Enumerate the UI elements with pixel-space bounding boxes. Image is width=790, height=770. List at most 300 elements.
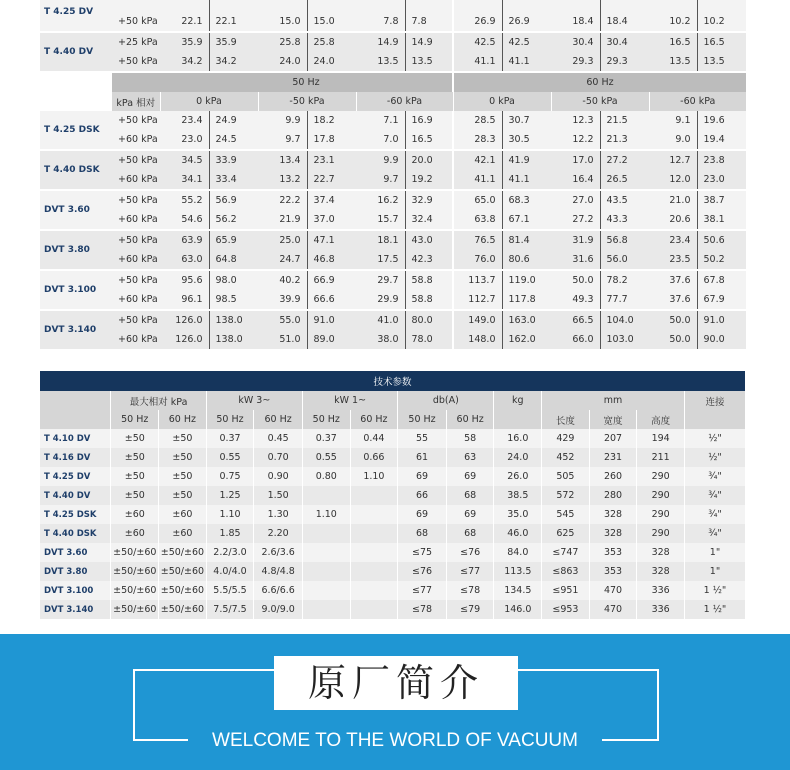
value-cell: 0.80 (302, 467, 350, 486)
table-row (40, 310, 746, 330)
table-row (40, 0, 746, 12)
value-cell: 23.8 (697, 150, 746, 170)
value-cell: 18.2 (307, 111, 356, 130)
value-cell: 29.7 (356, 270, 405, 290)
value-cell: 0.55 (302, 448, 350, 467)
table-header-row (40, 391, 746, 410)
table-row (40, 524, 746, 543)
value-cell: 470 (589, 600, 637, 619)
sub-header: 0 kPa (160, 92, 258, 111)
value-cell: ±50 (159, 486, 207, 505)
table-row (40, 486, 746, 505)
value-cell: 290 (637, 524, 685, 543)
value-cell: 31.6 (551, 250, 600, 270)
value-cell: 231 (589, 448, 637, 467)
value-cell: 35.9 (209, 32, 258, 52)
value-cell: 117.8 (502, 290, 551, 310)
value-cell: 58.8 (405, 290, 453, 310)
model-name: DVT 3.80 (40, 230, 112, 270)
value-cell: 16.5 (649, 32, 697, 52)
value-cell: 34.5 (160, 150, 209, 170)
value-cell: ±50 (111, 448, 159, 467)
banner-title: 原厂简介 (274, 656, 518, 710)
value-cell: 50.0 (649, 310, 697, 330)
value-cell: 66.6 (307, 290, 356, 310)
value-cell: 24.0 (258, 52, 307, 72)
value-cell: 55.2 (160, 190, 209, 210)
value-cell: 470 (589, 581, 637, 600)
kpa-value: +50 kPa (112, 230, 160, 250)
value-cell: ≤77 (398, 581, 447, 600)
value-cell: 1.10 (206, 505, 254, 524)
value-cell: 22.2 (258, 190, 307, 210)
value-cell: 10.2 (697, 12, 746, 32)
value-cell: 13.2 (258, 170, 307, 190)
value-cell: 65.0 (453, 190, 502, 210)
value-cell (405, 0, 453, 12)
value-cell: 27.2 (600, 150, 649, 170)
value-cell: 290 (637, 486, 685, 505)
model-name: T 4.40 DSK (40, 524, 111, 543)
group-header: db(A) (398, 391, 494, 410)
value-cell: ±50/±60 (111, 562, 159, 581)
value-cell: ±60 (159, 505, 207, 524)
value-cell: 67.9 (697, 290, 746, 310)
value-cell: 23.0 (697, 170, 746, 190)
group-header: mm (542, 391, 685, 410)
value-cell (453, 0, 502, 12)
value-cell: 41.1 (502, 170, 551, 190)
value-cell: 0.37 (206, 429, 254, 448)
value-cell: 545 (542, 505, 590, 524)
kpa-value: +50 kPa (112, 150, 160, 170)
model-name: T 4.25 DSK (40, 505, 111, 524)
value-cell: ≤79 (446, 600, 494, 619)
value-cell: 38.0 (356, 330, 405, 350)
value-cell: ≤747 (542, 543, 590, 562)
value-cell (258, 0, 307, 12)
value-cell: 4.0/4.0 (206, 562, 254, 581)
value-cell: 43.3 (600, 210, 649, 230)
value-cell: 22.7 (307, 170, 356, 190)
sub-header: 60 Hz (350, 410, 398, 429)
value-cell: 5.5/5.5 (206, 581, 254, 600)
value-cell (350, 543, 398, 562)
value-cell (600, 0, 649, 12)
value-cell: 2.20 (254, 524, 303, 543)
value-cell: 43.0 (405, 230, 453, 250)
value-cell: ±50/±60 (111, 600, 159, 619)
value-cell: 30.4 (600, 32, 649, 52)
value-cell: 37.6 (649, 290, 697, 310)
value-cell: 1.85 (206, 524, 254, 543)
value-cell: 37.6 (649, 270, 697, 290)
value-cell: 353 (589, 562, 637, 581)
group-header: 连接 (684, 391, 745, 410)
value-cell: 21.0 (649, 190, 697, 210)
value-cell: ≤78 (446, 581, 494, 600)
value-cell (160, 0, 209, 12)
value-cell: 47.1 (307, 230, 356, 250)
value-cell (350, 581, 398, 600)
value-cell (302, 543, 350, 562)
table-header-row (40, 72, 746, 92)
value-cell: 505 (542, 467, 590, 486)
banner-slogan: WELCOME TO THE WORLD OF VACUUM (188, 725, 602, 757)
value-cell: ½" (684, 448, 745, 467)
value-cell: 50.0 (551, 270, 600, 290)
table-row (40, 111, 746, 130)
value-cell: 0.70 (254, 448, 303, 467)
sub-header: 60 Hz (254, 410, 303, 429)
value-cell: 1 ½" (684, 600, 745, 619)
value-cell: 16.2 (356, 190, 405, 210)
value-cell: 23.1 (307, 150, 356, 170)
value-cell: 328 (589, 524, 637, 543)
value-cell: 69 (446, 505, 494, 524)
value-cell: 46.0 (494, 524, 542, 543)
value-cell: 16.5 (405, 130, 453, 150)
value-cell: 41.1 (502, 52, 551, 72)
value-cell: 328 (637, 543, 685, 562)
value-cell: 46.8 (307, 250, 356, 270)
value-cell (302, 562, 350, 581)
value-cell: 336 (637, 581, 685, 600)
value-cell: 65.9 (209, 230, 258, 250)
sub-header: 长度 (542, 410, 590, 429)
value-cell: 119.0 (502, 270, 551, 290)
value-cell: 98.5 (209, 290, 258, 310)
value-cell: 16.4 (551, 170, 600, 190)
value-cell: ¾" (684, 524, 745, 543)
kpa-value: +60 kPa (112, 170, 160, 190)
value-cell: 9.9 (356, 150, 405, 170)
value-cell: 429 (542, 429, 590, 448)
value-cell: 2.2/3.0 (206, 543, 254, 562)
model-name: T 4.25 DSK (40, 111, 112, 150)
value-cell: 76.0 (453, 250, 502, 270)
value-cell: 81.4 (502, 230, 551, 250)
value-cell: 67.1 (502, 210, 551, 230)
value-cell: 290 (637, 467, 685, 486)
value-cell: 1.30 (254, 505, 303, 524)
table-subheader-row (40, 92, 746, 111)
value-cell: 25.8 (258, 32, 307, 52)
kpa-value: +60 kPa (112, 130, 160, 150)
value-cell: 134.5 (494, 581, 542, 600)
value-cell: 15.0 (307, 12, 356, 32)
value-cell: 12.2 (551, 130, 600, 150)
value-cell: 35.9 (160, 32, 209, 52)
value-cell: 7.5/7.5 (206, 600, 254, 619)
value-cell: ≤76 (398, 562, 447, 581)
value-cell: 9.7 (258, 130, 307, 150)
value-cell: 0.45 (254, 429, 303, 448)
value-cell: ±50 (111, 486, 159, 505)
value-cell: 63 (446, 448, 494, 467)
value-cell: 13.5 (697, 52, 746, 72)
kpa-value: +50 kPa (112, 111, 160, 130)
value-cell: 21.3 (600, 130, 649, 150)
value-cell: 0.90 (254, 467, 303, 486)
value-cell: 16.5 (697, 32, 746, 52)
value-cell: 1.25 (206, 486, 254, 505)
value-cell: 29.3 (551, 52, 600, 72)
value-cell: 24.7 (258, 250, 307, 270)
kpa-value: +50 kPa (112, 12, 160, 32)
value-cell: 63.9 (160, 230, 209, 250)
value-cell: ≤77 (446, 562, 494, 581)
table-row (40, 32, 746, 52)
value-cell: 138.0 (209, 330, 258, 350)
value-cell: 103.0 (600, 330, 649, 350)
table-subheader-row (40, 410, 746, 429)
value-cell: 17.0 (551, 150, 600, 170)
value-cell: 55 (398, 429, 447, 448)
value-cell: 63.0 (160, 250, 209, 270)
value-cell: 56.9 (209, 190, 258, 210)
value-cell: 146.0 (494, 600, 542, 619)
value-cell: 7.8 (405, 12, 453, 32)
kpa-value: +50 kPa (112, 52, 160, 72)
value-cell: 42.1 (453, 150, 502, 170)
value-cell (350, 562, 398, 581)
value-cell: 22.1 (160, 12, 209, 32)
value-cell: 12.7 (649, 150, 697, 170)
value-cell: 84.0 (494, 543, 542, 562)
value-cell: 63.8 (453, 210, 502, 230)
value-cell: 19.6 (697, 111, 746, 130)
table-row (40, 52, 746, 72)
value-cell (302, 486, 350, 505)
value-cell: 17.5 (356, 250, 405, 270)
value-cell: 162.0 (502, 330, 551, 350)
value-cell: 37.4 (307, 190, 356, 210)
value-cell: 42.5 (453, 32, 502, 52)
model-name: T 4.25 DV (40, 0, 112, 32)
table-row (40, 581, 746, 600)
value-cell: 572 (542, 486, 590, 505)
table-row (40, 600, 746, 619)
value-cell: 64.8 (209, 250, 258, 270)
value-cell: 28.5 (453, 111, 502, 130)
table-row (40, 448, 746, 467)
model-name: DVT 3.100 (40, 581, 111, 600)
tech-spec-table (40, 371, 746, 619)
value-cell: 18.4 (600, 12, 649, 32)
sub-header: 50 Hz (206, 410, 254, 429)
value-cell: ¾" (684, 467, 745, 486)
sub-header: -50 kPa (551, 92, 649, 111)
value-cell: 26.5 (600, 170, 649, 190)
value-cell: 280 (589, 486, 637, 505)
value-cell: 7.0 (356, 130, 405, 150)
group-header: 最大相对 kPa (111, 391, 206, 410)
value-cell: ≤78 (398, 600, 447, 619)
value-cell: 2.6/3.6 (254, 543, 303, 562)
value-cell: 138.0 (209, 310, 258, 330)
value-cell: 66 (398, 486, 447, 505)
value-cell: 30.7 (502, 111, 551, 130)
value-cell: 41.1 (453, 52, 502, 72)
value-cell: 1.50 (254, 486, 303, 505)
value-cell: 78.0 (405, 330, 453, 350)
value-cell: 17.8 (307, 130, 356, 150)
table-row (40, 210, 746, 230)
value-cell: 69 (398, 505, 447, 524)
value-cell: 0.55 (206, 448, 254, 467)
value-cell: 23.5 (649, 250, 697, 270)
sub-header: 60 Hz (159, 410, 207, 429)
value-cell: 68 (398, 524, 447, 543)
value-cell: 20.6 (649, 210, 697, 230)
value-cell: 40.2 (258, 270, 307, 290)
value-cell: 43.5 (600, 190, 649, 210)
table-row (40, 230, 746, 250)
sub-header: 宽度 (589, 410, 637, 429)
value-cell: 9.9 (258, 111, 307, 130)
value-cell: 33.4 (209, 170, 258, 190)
value-cell: 113.5 (494, 562, 542, 581)
value-cell: 68 (446, 486, 494, 505)
value-cell: 112.7 (453, 290, 502, 310)
value-cell: ±50/±60 (159, 543, 207, 562)
value-cell: 149.0 (453, 310, 502, 330)
value-cell: 50.6 (697, 230, 746, 250)
value-cell: 56.2 (209, 210, 258, 230)
value-cell: 21.5 (600, 111, 649, 130)
kpa-value: +50 kPa (112, 270, 160, 290)
table-row (40, 543, 746, 562)
value-cell: 50.2 (697, 250, 746, 270)
value-cell: 7.1 (356, 111, 405, 130)
value-cell: 260 (589, 467, 637, 486)
value-cell: 58.8 (405, 270, 453, 290)
value-cell: 26.0 (494, 467, 542, 486)
value-cell: 194 (637, 429, 685, 448)
table-row (40, 467, 746, 486)
value-cell: 34.2 (160, 52, 209, 72)
sub-header: 50 Hz (302, 410, 350, 429)
value-cell: 13.4 (258, 150, 307, 170)
value-cell: 49.3 (551, 290, 600, 310)
value-cell: 13.5 (405, 52, 453, 72)
value-cell (302, 581, 350, 600)
value-cell: 7.8 (356, 12, 405, 32)
value-cell: 77.7 (600, 290, 649, 310)
value-cell: ±50/±60 (159, 581, 207, 600)
value-cell: ±50/±60 (159, 600, 207, 619)
value-cell: 41.9 (502, 150, 551, 170)
value-cell: 91.0 (697, 310, 746, 330)
kpa-value (112, 0, 160, 12)
model-name: T 4.16 DV (40, 448, 111, 467)
value-cell: 15.7 (356, 210, 405, 230)
header-60hz: 60 Hz (453, 72, 746, 92)
value-cell: 96.1 (160, 290, 209, 310)
value-cell (302, 524, 350, 543)
value-cell: 80.0 (405, 310, 453, 330)
model-name: DVT 3.60 (40, 543, 111, 562)
value-cell: 38.5 (494, 486, 542, 505)
value-cell: 104.0 (600, 310, 649, 330)
model-name: DVT 3.60 (40, 190, 112, 230)
value-cell: ±60 (111, 505, 159, 524)
value-cell: 25.8 (307, 32, 356, 52)
value-cell: 19.4 (697, 130, 746, 150)
value-cell: 34.2 (209, 52, 258, 72)
value-cell: 1.10 (302, 505, 350, 524)
value-cell: 0.75 (206, 467, 254, 486)
value-cell: 12.0 (649, 170, 697, 190)
value-cell: 23.4 (649, 230, 697, 250)
sub-header: 60 Hz (446, 410, 494, 429)
value-cell: 336 (637, 600, 685, 619)
value-cell: 211 (637, 448, 685, 467)
model-name: T 4.40 DV (40, 486, 111, 505)
value-cell (209, 0, 258, 12)
value-cell: 9.0/9.0 (254, 600, 303, 619)
value-cell: 58 (446, 429, 494, 448)
header-50hz: 50 Hz (160, 72, 453, 92)
value-cell: 207 (589, 429, 637, 448)
value-cell: 24.0 (307, 52, 356, 72)
value-cell: 1" (684, 543, 745, 562)
value-cell: 9.1 (649, 111, 697, 130)
value-cell: 55.0 (258, 310, 307, 330)
value-cell: 24.5 (209, 130, 258, 150)
value-cell: 61 (398, 448, 447, 467)
value-cell: ±50/±60 (111, 543, 159, 562)
value-cell: 66.9 (307, 270, 356, 290)
value-cell: 34.1 (160, 170, 209, 190)
kpa-header: kPa 相对 (112, 92, 160, 111)
value-cell: 33.9 (209, 150, 258, 170)
value-cell: 113.7 (453, 270, 502, 290)
value-cell: 13.5 (649, 52, 697, 72)
value-cell: 95.6 (160, 270, 209, 290)
value-cell: 13.5 (356, 52, 405, 72)
value-cell: 148.0 (453, 330, 502, 350)
value-cell: 9.7 (356, 170, 405, 190)
value-cell: 9.0 (649, 130, 697, 150)
value-cell: ≤76 (446, 543, 494, 562)
value-cell (502, 0, 551, 12)
value-cell: ¾" (684, 486, 745, 505)
value-cell: 32.4 (405, 210, 453, 230)
group-header: kg (494, 391, 542, 410)
sub-header: 50 Hz (398, 410, 447, 429)
model-name: DVT 3.100 (40, 270, 112, 310)
value-cell: 24.9 (209, 111, 258, 130)
value-cell: 0.66 (350, 448, 398, 467)
value-cell: 30.4 (551, 32, 600, 52)
value-cell: 56.8 (600, 230, 649, 250)
kpa-value: +50 kPa (112, 190, 160, 210)
value-cell: 19.2 (405, 170, 453, 190)
value-cell (350, 524, 398, 543)
sub-header: 0 kPa (453, 92, 551, 111)
value-cell: ≤953 (542, 600, 590, 619)
value-cell: 39.9 (258, 290, 307, 310)
value-cell: 67.8 (697, 270, 746, 290)
table-row (40, 270, 746, 290)
value-cell: 32.9 (405, 190, 453, 210)
model-name: T 4.25 DV (40, 467, 111, 486)
table-row (40, 130, 746, 150)
table-row (40, 562, 746, 581)
value-cell: 27.0 (551, 190, 600, 210)
